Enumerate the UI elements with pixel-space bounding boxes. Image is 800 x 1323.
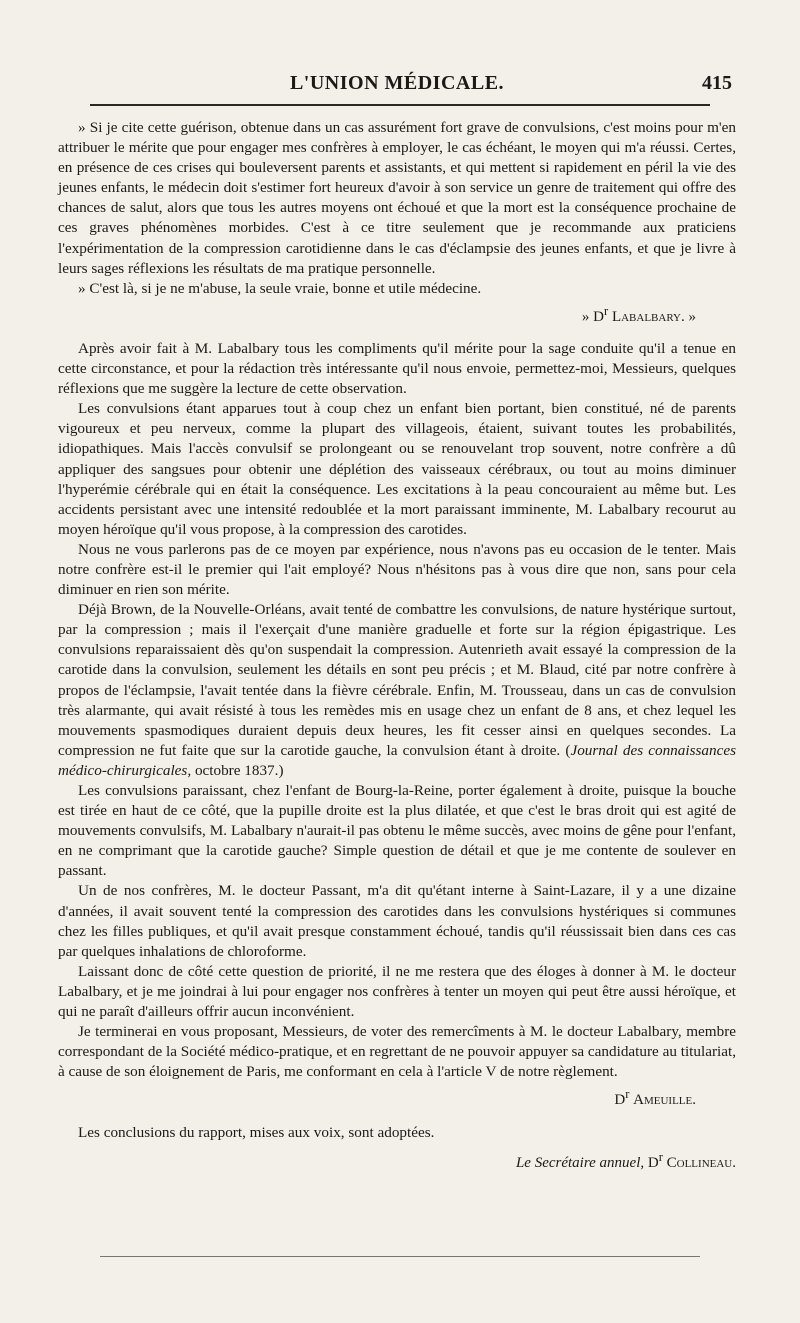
paragraph: Je terminerai en vous proposant, Messieurs, de voter des remercîments à M. le docteur Labalbary, membre correspondant de la Société médico-pratique, et en regrettant de ne pouvoir appuyer sa candidature au titulariat, à cause de son éloignement de Paris, me conformant en cela à l'article V de notre règlement. <box>58 1023 736 1081</box>
paragraph: Les convulsions paraissant, chez l'enfant de Bourg-la-Reine, porter également à droite, puisque la bouche est tirée en haut de ce côté, que la pupille droite est la plus dilatée, et que c'est le bras droit qui est agité de mouvements convulsifs, M. Labalbary n'aurait-il pas obtenu le même succès, avec moins de gêne pour l'enfant, en ne comprimant que la carotide gauche? Simple question de détail et que je me contente de soulever en passant. <box>58 782 736 880</box>
paragraph: Les convulsions étant apparues tout à coup chez un enfant bien portant, bien constitué, né de parents vigoureux et peu nerveux, comme la plupart des villageois, étaient, suivant toutes les probabilités, idiopathiques. Mais l'accès convulsif se prolongeant ou se renouvelant trop souvent, notre confrère a dû appliquer des sangsues pour obtenir une déplétion des vaisseaux cérébraux, ou tout au moins diminuer l'hyperémie cérébrale qui en était la conséquence. Les excitations à la peau concouraient au même but. Les accidents persistant avec une intensité redoublée et la mort paraissant imminente, M. Labalbary recourut au moyen héroïque qu'il vous propose, à la compression des carotides. <box>58 400 736 538</box>
article-body <box>58 118 736 1173</box>
secretary-prefix: D <box>644 1154 659 1171</box>
paragraph: Nous ne vous parlerons pas de ce moyen par expérience, nous n'avons pas eu occasion de le tenter. Mais notre confrère est-il le premier qui l'ait employé? Nous n'hésitons pas à vous dire que non, sans pour cela diminuer en rien son mérite. <box>58 540 736 599</box>
paragraph: Après avoir fait à M. Labalbary tous les compliments qu'il mérite pour la sage conduite qu'il a tenue en cette circonstance, et pour la rédaction très intéressante qu'il nous envoie, permettez-moi, Messieurs, quelques réflexions que me suggère la lecture de cette observation. <box>58 339 736 398</box>
signature-prefix: D <box>614 1092 626 1109</box>
page-number: 415 <box>702 72 732 94</box>
brown-text: Déjà Brown, de la Nouvelle-Orléans, avait tenté de combattre les convulsions, de nature hystérique surtout, par la compression ; mais il l'exerçait d'une manière graduelle et forte sur la région épigastrique. Les convulsions reparaissaient dès qu'on suspendait la compression. Autenrieth avait essayé la compression de la carotide dans la convulsion, seulement les détails en sont peu précis ; et M. Blaud, cité par notre confrère à propos de l'éclampsie, l'avait tentée dans la fièvre cérébrale. Enfin, M. Trousseau, dans un cas de convulsion très alarmante, qui avait résisté à tous les remèdes mis en usage chez un enfant de 8 ans, et chez lequel les mouvements spasmodiques duraient depuis deux heures, les fit cesser ainsi en quelques secondes. La compression ne fut faite que sur la carotide gauche, la convulsion étant à droite. ( <box>58 601 736 759</box>
signature-labalbary <box>58 301 696 327</box>
paragraph: » C'est là, si je ne m'abuse, la seule vraie, bonne et utile médecine. <box>78 279 482 297</box>
secretary-sup: r <box>658 1149 663 1164</box>
signature-ameuille <box>58 1084 696 1110</box>
footer-rule <box>100 1256 700 1257</box>
paragraph: » Si je cite cette guérison, obtenue dans un cas assurément fort grave de convulsions, c'est moins pour m'en attribuer le mérite que pour engager mes confrères à employer, le cas échéant, le moyen qui m'a réussi. Certes, en présence de ces crises qui bouleversent parents et assistants, et qui mettent si rapidement en péril la vie des jeunes enfants, le médecin doit s'estimer fort heureux d'avoir à son service un genre de traitement qui offre des chances de salut, alors que tous les autres moyens ont échoué et que la mort est la conséquence prochaine de ces graves phénomènes morbides. C'est à ce titre seulement que je recommande aux praticiens l'expérimentation de la compression carotidienne dans le cas d'éclampsie des jeunes enfants, et que je livre à leurs sages réflexions les résultats de ma pratique personnelle. <box>58 119 736 277</box>
signature-sup: r <box>604 303 609 318</box>
signature-suffix: » <box>684 308 696 325</box>
secretary-role: Le Secrétaire annuel, <box>515 1154 645 1171</box>
signature-sup: r <box>625 1087 630 1102</box>
signature-name: Labalbary. <box>611 308 685 325</box>
conclusion: Les conclusions du rapport, mises aux voix, sont adoptées. <box>78 1123 435 1141</box>
header-rule <box>90 104 710 106</box>
paragraph: Laissant donc de côté cette question de priorité, il ne me restera que des éloges à donner à M. le docteur Labalbary, et je me joindrai à lui pour engager nos confrères à tenter un moyen qui peut être aussi héroïque, et qui ne paraît d'ailleurs offrir aucun inconvénient. <box>58 962 736 1021</box>
page-header <box>58 72 736 102</box>
secretary-name: Collineau. <box>662 1154 736 1171</box>
paragraph-brown <box>58 600 736 781</box>
brown-text-end: octobre 1837.) <box>191 761 284 779</box>
journal-title: L'UNION MÉDICALE. <box>289 72 505 94</box>
journal-reference: Journal des connaissances médico-chirurgicales, <box>58 741 736 779</box>
signature-prefix: » D <box>581 308 605 325</box>
secretary-signature <box>58 1147 736 1173</box>
signature-name: Ameuille. <box>633 1092 696 1109</box>
paragraph: Un de nos confrères, M. le docteur Passant, m'a dit qu'étant interne à Saint-Lazare, il y a une dizaine d'années, il avait souvent tenté la compression des carotides dans les convulsions hystériques si communes chez les filles publiques, et qu'il avait presque constamment échoué, tandis qu'il réussissait bien dans ces cas par quelques inhalations de chloroforme. <box>58 882 736 960</box>
